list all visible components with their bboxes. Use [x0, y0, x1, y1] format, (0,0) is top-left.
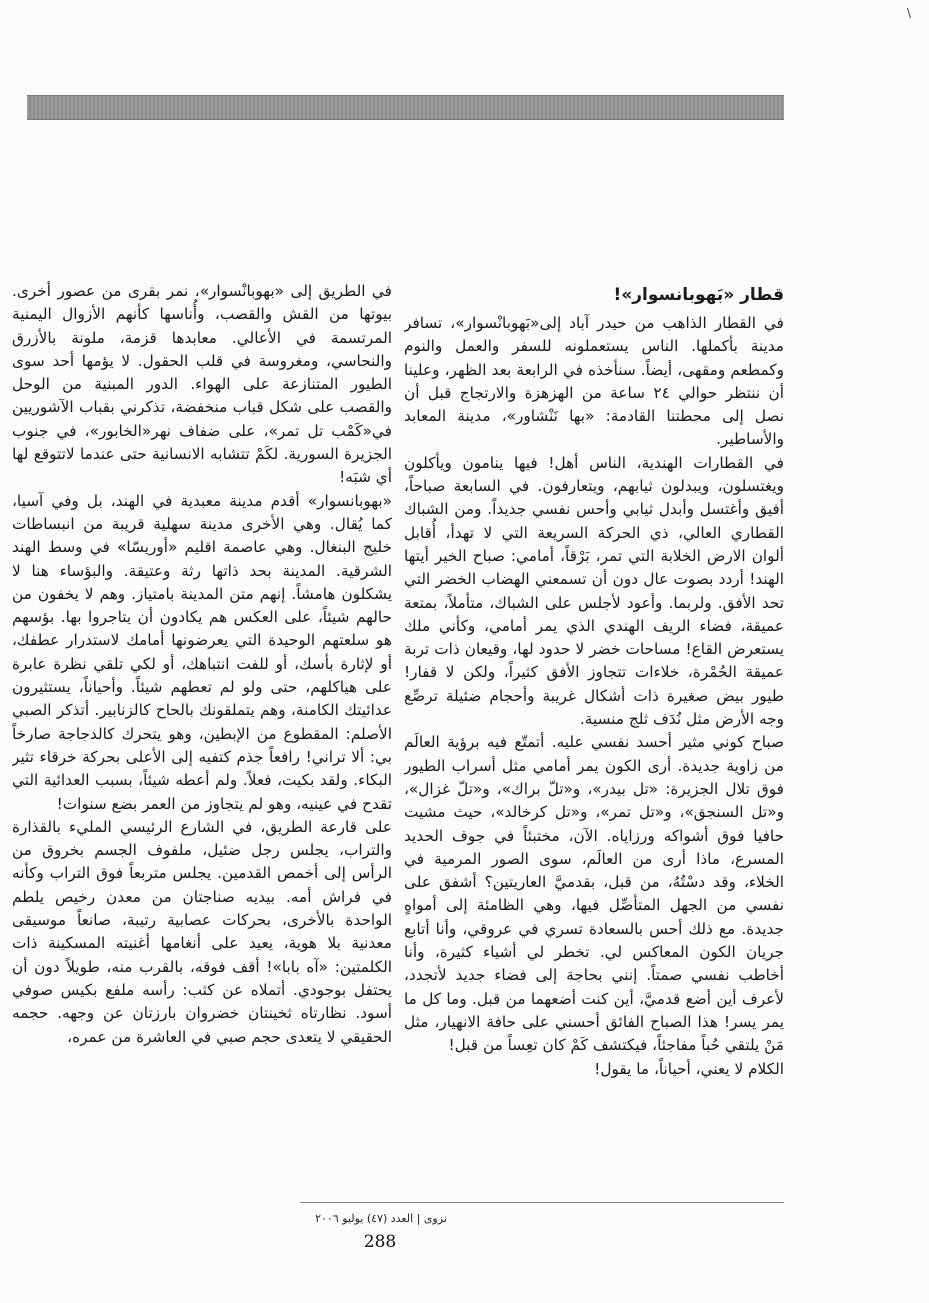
header-band — [27, 95, 784, 120]
paragraph: في القطارات الهندية، الناس أهل! فيها ينامون ويأكلون ويغتسلون، ويبدلون ثيابهم، ويتعارفون. في السابعة صباحاً، أفيق وأغتسل وأبدل ثيابي وأحس نفسي جديداً. ومن الشباك القطاري العالي، ذي الحركة السريعة التي لا تهدأ، أُقابل ألوان الارض الخلابة التي تمر، بَرْقاً، أمامي: صباح الخير أيتها الهند! أردد بصوت عال دون أن تسمعني الهضاب الخضر التي تحد الأفق. ولربما. وأعود لأجلس على الشباك، متأملاً، بمتعة عميقة، فضاء الريف الهندي الذي يمر أمامي، وكأني ملك يستعرض القاع! مساحات خضر لا حدود لها، وقيعان ذات تربة عميقة الحُمْرة، خلاءات تتجاوز الأفق كثيراً، ولكن لا قفار! طيور بيض صغيرة ذات أشكال غريبة وأحجام ضئيلة ترصِّع وجه الأرض مثل نُدَف ثلج منسية. — [404, 453, 784, 729]
paragraph: صباح كوني مثير أحسد نفسي عليه. أتمتّع فيه برؤية العالَم من زاوية جديدة. أرى الكون يمر أمامي مثل أسراب الطيور فوق تلال الجزيرة: «تل بيدر»، و«تلّ براك»، و«تلّ غزال»، و«تل السنجق»، و«تل تمر»، و«تل كرخالد»، حيث مشيت حافيا فوق أشواكه ورزاياه. الآن، مختبئاً في جوف الحديد المسرع، ماذا أرى من العالَم، سوى الصور المرمية في الخلاء، وقد دسْتُهُ، من قبل، بقدميَّ العاريتين؟ أشفق على نفسي من الجهل المتأصِّل فيها، وهي الظامئة إلى أمواهٍ جديدة. مع ذلك أحس بالسعادة تسري في عروقي، وأنا أتابع جريان الكون المعاكس لي. تخطر لي أشياء كثيرة، وأنا أخاطب نفسي صمتاً. إنني بحاجة إلى فضاء جديد لأتجدد، لأعرف أين أضع قدميَّ، أين كنت أضعهما من قبل. وما كل ما يمر يسر! هذا الصباح الفائق أحسني على حافة الانهيار، مثل مَنْ يلتقي حُباً مفاجئاً، فيكتشف كَمْ كان تعِساً من قبل! — [404, 733, 784, 1055]
page-number: 288 — [363, 1232, 397, 1252]
paragraph: في الطريق إلى «بهوبانْسوار»، نمر بقرى من عصور أخرى. بيوتها من القش والقصب، وأُناسها كأنهم الأزوال اليمنية المرتسمة في الأعالي. معابدها قزمة، ملونة بالأزرق والنحاسي، ومغروسة في قلب الحقول. لا يؤمها أحد سوى الطيور المتنازعة على الهواء. الدور المبنية من الوحل والقصب على شكل قباب منخفضة، تذكرني بقباب الآشوريين في«كَمْب تل تمر»، على ضفاف نهر«الخابور»، في جنوب الجزيرة السورية. لكَمْ تتشابه الانسانية حتى عندما لاتتوقع لها أي شبَه! — [12, 282, 392, 487]
footer-divider — [300, 1202, 784, 1203]
corner-mark: \ — [907, 6, 912, 20]
paragraph: على قارعة الطريق، في الشارع الرئيسي المليء بالقذارة والتراب، يجلس رجل ضئيل، ملفوف الجسم بخروق من الرأس إلى أخمص القدمين. يجلس متربعاً فوق التراب وكأنه في فراش أمه. بيديه صناجتان من معدن رخيص يلطم الواحدة بالأخرى، بحركات عصابية رتيبة، صانعاً موسيقى معدنية بلا هوية، يعيد على أنغامها أغنيته المسكينة ذات الكلمتين: «آه بابا»! أقف فوقه، بالقرب منه، طويلاً دون أن يحتفل بوجودي. أتملاه عن كثب: رأسه ملفع بكيس صوفي أسود. نظارتاه ثخينتان خضروان بارزتان عن وجهه. حجمه الحقيقي لا يتعدى حجم صبي في العاشرة من عمره، — [12, 817, 392, 1046]
paragraph: في القطار الذاهب من حيدر آباد إلى«بَهوبانْسوار»، تسافر مدينة بأكملها. الناس يستعملونه للسفر والعمل والنوم وكمطعم ومقهى، أيضاً. سنأخذه في الرابعة بعد الظهر، وعلينا أن ننتظر حوالي ٢٤ ساعة من الهزهزة والارتجاج قبل أن نصل إلى محطتنا القادمة: «بها نَنْشاور»، مدينة المعابد والأساطير. — [404, 314, 784, 449]
left-column — [12, 280, 392, 1160]
journal-issue: نزوى | العدد (٤٧) يوليو ٢٠٠٦ — [315, 1212, 447, 1225]
right-column — [404, 280, 784, 1160]
paragraph: «بهوبانسوار» أقدم مدينة معبدية في الهند، بل وفي آسيا، كما يُقال. وهي الأخرى مدينة سهلية قريبة من انبساطات خليج البنغال. وهي عاصمة اقليم «أوريسّا» في وسط الهند الشرقية. المدينة بحد ذاتها رثة وعتيقة. والبؤساء هنا لا يشكلون هامشاً. إنهم متن المدينة بامتياز. وهم لا يخفون من حالهم شيئاً، على العكس هم يكادون أن يتاجروا بها. بؤسهم هو سلعتهم الوحيدة التي يعرضونها أمامك لاستدرار عطفك، أو لإثارة بأسك، أو للفت انتباهك، أو لكي تلقي نظرة عابرة على هياكلهم، حتى ولو لم تعطهم شيئاً. وأحياناً، يستثيرون عدائيتك الكامنة، وهم يتملقونك بالحاح كالزنابير. أتذكر الصبي الأصلم: المقطوع من الإبطين، وهو يتحرك كالدجاجة صارخاً بي: ألا تراني! رافعاً جذم كتفيه إلى الأعلى بحركة خرقاء تثير البكاء. ولقد بكيت، فعلاً. ولم أعطه شيئاً، بسبب العدائية التي تقدح في عينيه، وهو لم يتجاوز من العمر بضع سنوات! — [12, 491, 392, 813]
article-title: قطار «بَهوبانسوار»! — [613, 285, 784, 305]
paragraph: الكلام لا يعني، أحياناً، ما يقول! — [594, 1059, 784, 1078]
